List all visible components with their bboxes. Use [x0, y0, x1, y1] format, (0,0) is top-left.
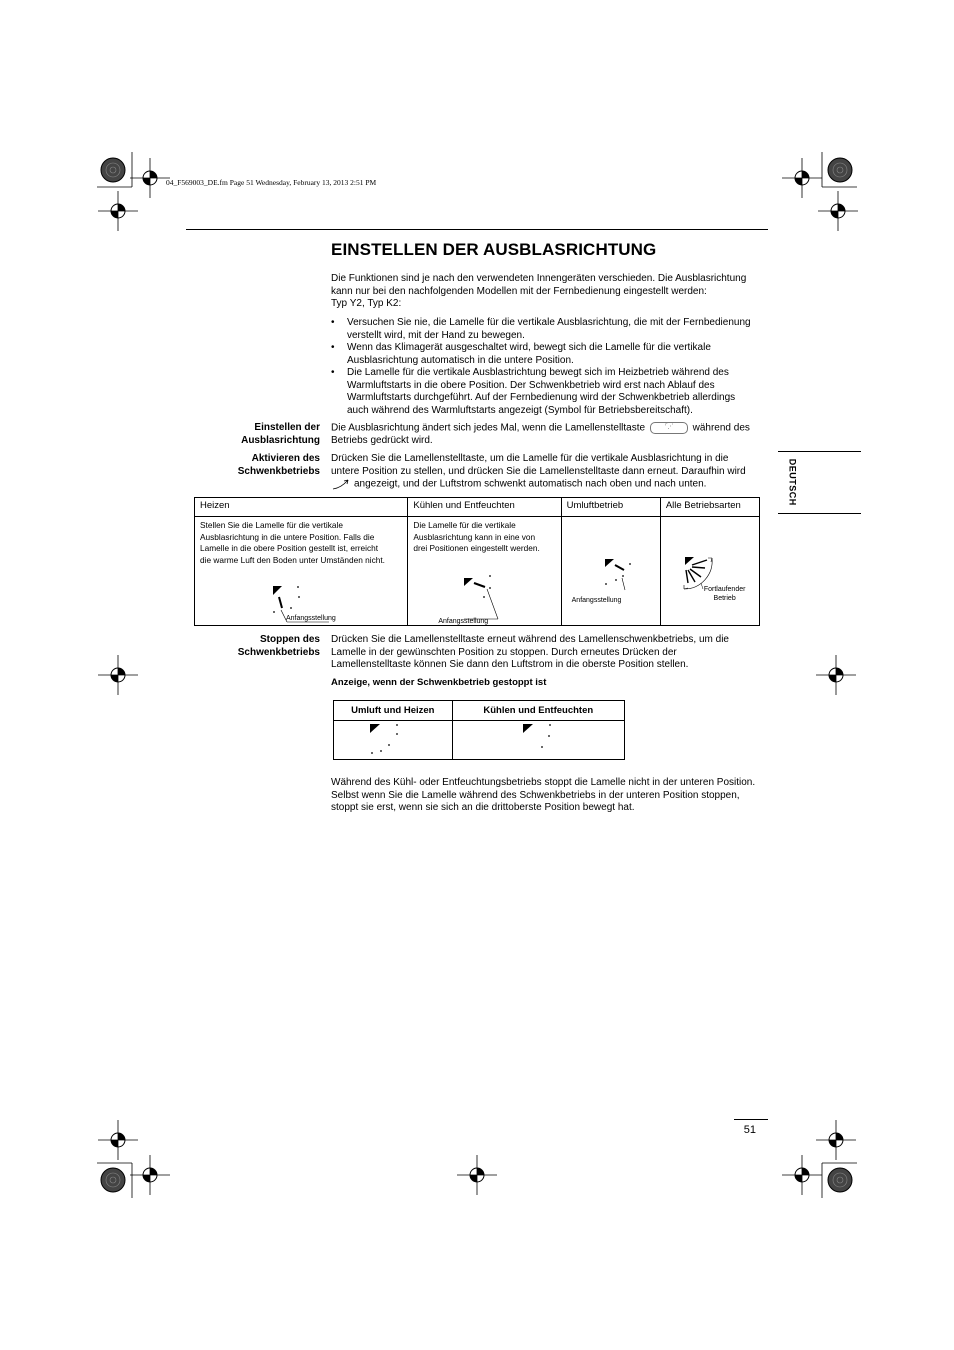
intro-line: Typ Y2, Typ K2: [331, 298, 402, 309]
page-number-rule [734, 1119, 768, 1120]
caution-item: • Die Lamelle für die vertikale Ausblastrichtung bewegt sich im Heizbetrieb während des Warmluftstarts in die obere Position. Der Schwenkbetrieb wird erst nach Ablauf des Warmluftstarts durchgeführt. Auf der Fernbedienung wird der Schwenkbetrieb allerdings auch während des Warmluftstarts angezeigt (Symbol für Betriebsbereitschaft). [331, 367, 771, 417]
stop-display-subheading: Anzeige, wenn der Schwenkbetrieb gestoppt ist [331, 677, 547, 688]
closing-paragraph: Während des Kühl- oder Entfeuchtungsbetriebs stoppt die Lamelle nicht in der unteren Position. Selbst wenn Sie die Lamelle während des Schwenkbetriebs in der unteren Position stoppen, stoppt sie erst, wenn sie sich an die drittoberste Position bewegt hat. [331, 777, 756, 813]
intro-line: kann nur bei den nachfolgenden Modellen mit der Fernbedienung eingestellt werden: [331, 285, 707, 297]
louver-stopped-icon [364, 723, 404, 757]
section-label-aktivieren: Aktivieren des Schwenkbetriebs [237, 453, 320, 477]
page-title: EINSTELLEN DER AUSBLASRICHTUNG [331, 240, 657, 259]
column-header-heizen: Heizen [200, 500, 230, 511]
caution-list [331, 317, 771, 417]
initial-position-label: Anfangsstellung [286, 615, 336, 622]
umluft-cell [562, 517, 660, 625]
alle-cell [661, 517, 759, 625]
column-header-alle: Alle Betriebsarten [665, 500, 741, 511]
section-text-einstellen: Die Ausblasrichtung ändert sich jedes Mal, wenn die Lamellenstelltaste ⌜⋰ während des Betriebs gedrückt wird. [331, 422, 750, 447]
louver-button-icon: ⌜⋰ [650, 422, 688, 434]
section-label-einstellen: Einstellen der Ausblasrichtung [241, 422, 320, 446]
top-rule [186, 229, 768, 230]
section-label-stoppen: Stoppen des Schwenkbetriebs [237, 634, 320, 658]
file-header-note: 04_F569003_DE.fm Page 51 Wednesday, February 13, 2013 2:51 PM [166, 178, 377, 187]
intro-paragraph [331, 273, 771, 311]
page-number: 51 [743, 1124, 756, 1136]
stop-display-table [333, 700, 625, 760]
column-header-umluft: Umluftbetrieb [566, 500, 624, 511]
language-tab: DEUTSCH [787, 458, 798, 506]
intro-line: Die Funktionen sind je nach den verwendeten Innengeräten verschieden. Die Ausblasrichtung [331, 273, 747, 284]
language-tab-bottom-rule [778, 513, 861, 514]
column-header-umluft-heizen: Umluft und Heizen [351, 705, 435, 716]
kuehlen-cell: Die Lamelle für die vertikale Ausblasrichtung kann in eine von drei Positionen eingestellt werden. Anfangsstellung [408, 517, 560, 625]
stop-kuehlen-entfeuchten-cell [453, 721, 624, 759]
caution-item: • Wenn das Klimagerät ausgeschaltet wird, bewegt sich die Lamelle für die vertikale Ausblasrichtung automatisch in die untere Position. [331, 342, 771, 367]
section-text-stoppen: Drücken Sie die Lamellenstelltaste erneut während des Lamellenschwenkbetriebs, um die Lamelle in der gewünschten Position zu stoppen. Durch erneutes Drücken der Lamellenstelltaste können Sie dann den Luftstrom in die oberste Position stellen. [331, 634, 729, 670]
operation-modes-table [194, 497, 760, 626]
caution-item: • Versuchen Sie nie, die Lamelle für die vertikale Ausblasrichtung, die mit der Fernbedienung verstellt wird, mit der Hand zu bewegen. [331, 317, 771, 342]
initial-position-label: Anfangsstellung [571, 597, 622, 604]
column-header-kuehlen-entfeuchten: Kühlen und Entfeuchten [483, 705, 594, 716]
stop-umluft-heizen-cell [334, 721, 452, 759]
continuous-operation-label: Fortlaufender Betrieb [703, 586, 746, 602]
louver-stopped-icon [521, 723, 561, 757]
section-text-aktivieren: Drücken Sie die Lamellenstelltaste, um die Lamelle für die vertikale Ausblasrichtung in die untere Position zu stellen, und drücken Sie die Lamellenstelltaste dann erneut. Daraufhin wird angezeigt, und der Luftstrom schwenkt automatisch nach oben und nach unten. [331, 453, 746, 490]
heizen-cell: Stellen Sie die Lamelle für die vertikale Ausblasrichtung in die untere Position. Falls die Lamelle in die obere Position gestellt ist, erreicht die warme Luft den Boden unter Umständen nicht. Anfangsstellung [195, 517, 407, 625]
initial-position-label: Anfangsstellung [438, 618, 489, 625]
column-header-kuehlen: Kühlen und Entfeuchten [413, 500, 515, 511]
swing-symbol-icon [331, 478, 351, 490]
